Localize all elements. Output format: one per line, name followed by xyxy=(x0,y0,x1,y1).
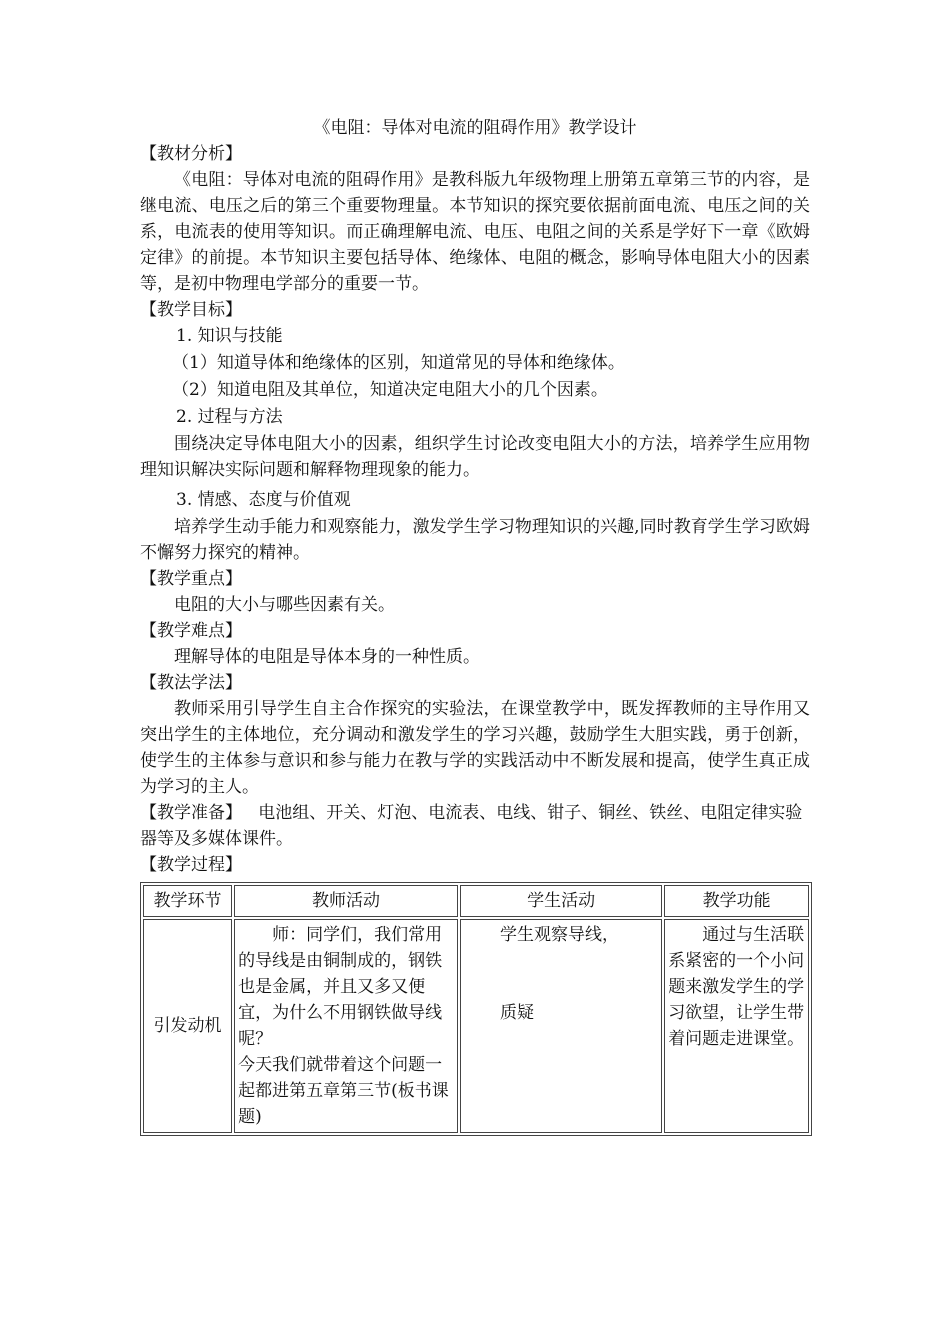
method-text: 教师采用引导学生自主合作探究的实验法，在课堂教学中，既发挥教师的主导作用又突出学生的主体地位，充分调动和激发学生的学习兴趣，鼓励学生大胆实践，勇于创新，使学生的主体参与意识和参与能力在教与学的实践活动中不断发展和提高，使学生真正成为学习的主人。 xyxy=(140,699,810,797)
prep-heading: 【教学准备】 xyxy=(140,803,242,823)
process-heading: 【教学过程】 xyxy=(140,855,242,875)
difficulty-text: 理解导体的电阻是导体本身的一种性质。 xyxy=(174,647,480,667)
goal-1-b: （2）知道电阻及其单位，知道决定电阻大小的几个因素。 xyxy=(172,380,608,400)
difficulty-heading: 【教学难点】 xyxy=(140,621,242,641)
goals-heading: 【教学目标】 xyxy=(140,300,242,320)
prep-text: 电池组、开关、灯泡、电流表、电线、钳子、铜丝、铁丝、电阻定律实验器等及多媒体课件。 xyxy=(140,803,803,849)
cell-function xyxy=(664,919,809,1133)
header-function: 教学功能 xyxy=(664,885,809,917)
goal-3-title: 3. 情感、态度与价值观 xyxy=(176,490,351,510)
table-header-row xyxy=(143,885,809,917)
student-activity-b: 质疑 xyxy=(499,1003,534,1023)
header-stage: 教学环节 xyxy=(143,885,232,917)
goal-1-title: 1. 知识与技能 xyxy=(176,326,283,346)
key-heading: 【教学重点】 xyxy=(140,569,242,589)
cell-stage: 引发动机 xyxy=(143,919,232,1133)
document-title: 《电阻：导体对电流的阻碍作用》教学设计 xyxy=(313,118,637,138)
student-activity-a: 学生观察导线， xyxy=(499,925,619,945)
goal-2-text: 围绕决定导体电阻大小的因素，组织学生讨论改变电阻大小的方法，培养学生应用物理知识解决实际问题和解释物理现象的能力。 xyxy=(140,434,810,480)
analysis-heading: 【教材分析】 xyxy=(140,144,242,164)
analysis-text: 《电阻：导体对电流的阻碍作用》是教科版九年级物理上册第五章第三节的内容，是继电流、电压之后的第三个重要物理量。本节知识的探究要依据前面电流、电压之间的关系，电流表的使用等知识。而正确理解电流、电压、电阻之间的关系是学好下一章《欧姆定律》的前提。本节知识主要包括导体、绝缘体、电阻的概念，影响导体电阻大小的因素等，是初中物理电学部分的重要一节。 xyxy=(140,170,810,294)
goal-1-a: （1）知道导体和绝缘体的区别，知道常见的导体和绝缘体。 xyxy=(172,353,625,373)
header-teacher: 教师活动 xyxy=(234,885,458,917)
header-student: 学生活动 xyxy=(460,885,662,917)
document-content xyxy=(140,115,810,1136)
teacher-activity-a: 师：同学们，我们常用的导线是由铜制成的，钢铁也是金属，并且又多又便宜，为什么不用钢铁做导线呢？ xyxy=(238,925,443,1049)
cell-student xyxy=(460,919,662,1133)
function-text: 通过与生活联系紧密的一个小问题来激发学生的学习欲望，让学生带着问题走进课堂。 xyxy=(668,925,805,1049)
cell-teacher xyxy=(234,919,458,1133)
teacher-activity-b: 今天我们就带着这个问题一起都进第五章第三节(板书课题) xyxy=(238,1055,449,1127)
key-text: 电阻的大小与哪些因素有关。 xyxy=(174,595,395,615)
table-row xyxy=(143,919,809,1133)
method-heading: 【教法学法】 xyxy=(140,673,242,693)
goal-3-text: 培养学生动手能力和观察能力，激发学生学习物理知识的兴趣,同时教育学生学习欧姆不懈努力探究的精神。 xyxy=(140,517,810,563)
process-table xyxy=(140,882,812,1136)
prep-paragraph xyxy=(140,800,810,852)
goal-2-title: 2. 过程与方法 xyxy=(176,407,283,427)
